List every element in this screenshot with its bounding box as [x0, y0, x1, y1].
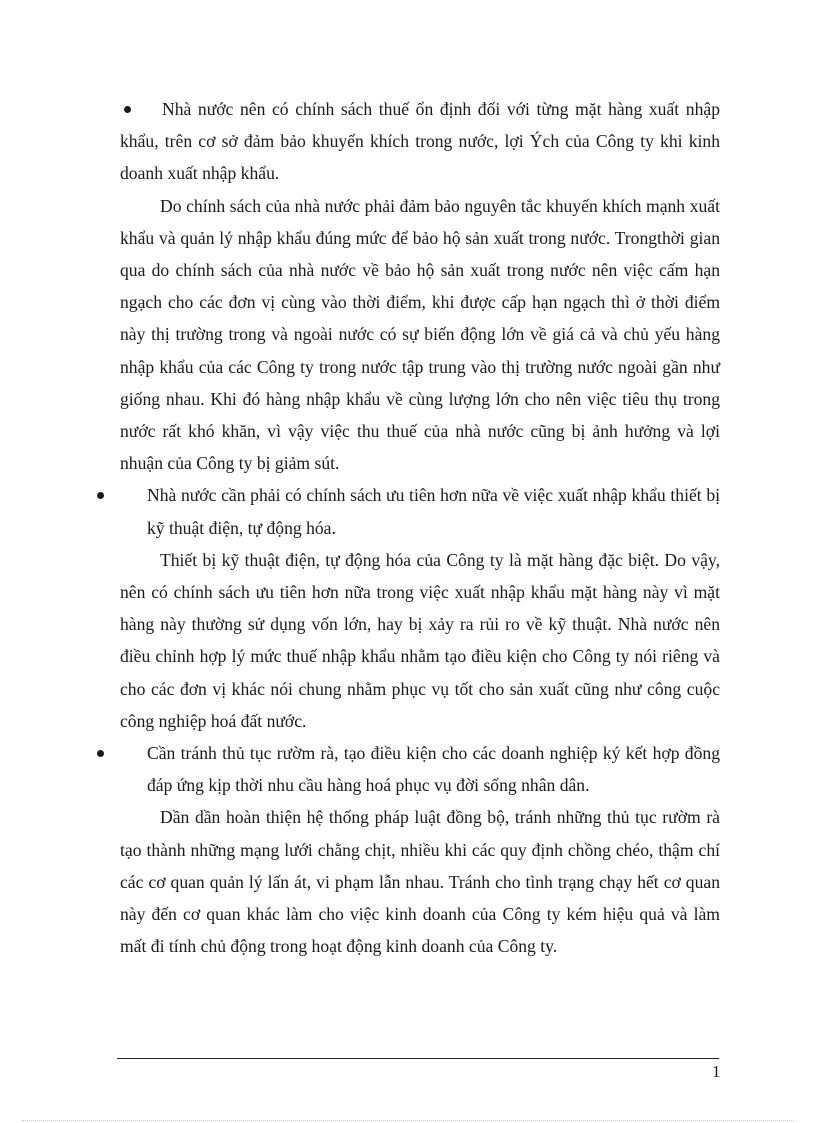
- body-paragraph: Thiết bị kỹ thuật điện, tự động hóa của Công ty là mặt hàng đặc biệt. Do vậy, nên có chính sách ưu tiên hơn nữa trong việc xuất nhập khẩu mặt hàng này vì mặt hàng này thường sử dụng vốn lớn, hay bị xảy ra rủi ro về kỹ thuật. Nhà nước nên điều chỉnh hợp lý mức thuế nhập khẩu nhằm tạo điều kiện cho Công ty nói riêng và cho các đơn vị khác nói chung nhằm phục vụ tốt cho sản xuất cũng như công cuộc công nghiệp hoá đất nước.: [120, 549, 720, 731]
- bullet-dot-icon: [97, 750, 104, 757]
- bullet-dot-icon: [97, 492, 104, 499]
- bullet-text: Nhà nước cần phải có chính sách ưu tiên hơn nữa về việc xuất nhập khẩu thiết bị kỹ thuật điện, tự động hóa.: [147, 485, 720, 538]
- body-paragraph: Dần dần hoàn thiện hệ thống pháp luật đồng bộ, tránh những thủ tục rườm rà tạo thành những mạng lưới chằng chịt, nhiều khi các quy định chồng chéo, thậm chí các cơ quan quản lý lấn át, vi phạm lẫn nhau. Tránh cho tình trạng chạy hết cơ quan này đến cơ quan khác làm cho việc kinh doanh của Công ty kém hiệu quả và làm mất đi tính chủ động trong hoạt động kinh doanh của Công ty.: [120, 807, 720, 957]
- bullet-item: [120, 737, 720, 801]
- bullet-text: Cần tránh thủ tục rườm rà, tạo điều kiện cho các doanh nghiệp ký kết hợp đồng đáp ứng kịp thời nhu cầu hàng hoá phục vụ đời sống nhân dân.: [147, 743, 720, 796]
- document-body: [120, 93, 720, 962]
- page-number: 1: [712, 1062, 721, 1081]
- bullet-item: [120, 93, 720, 190]
- footer-divider: [117, 1058, 719, 1059]
- bullet-dot-icon: [124, 106, 131, 113]
- body-paragraph: Do chính sách của nhà nước phải đảm bảo nguyên tắc khuyến khích mạnh xuất khẩu và quản lý nhập khẩu đúng mức để bảo hộ sản xuất trong nước. Trongthời gian qua do chính sách của nhà nước về bảo hộ sản xuất trong nước nên việc cấm hạn ngạch cho các đơn vị cùng vào thời điểm, khi được cấp hạn ngạch thì ở thời điểm này thị trường trong và ngoài nước có sự biến động lớn về giá cả và chủ yếu hàng nhập khẩu của các Công ty trong nước tập trung vào thị trường nước ngoài gần như giống nhau. Khi đó hàng nhập khẩu về cùng lượng lớn cho nên việc tiêu thụ trong nước rất khó khăn, vì vậy việc thu thuế của nhà nước cũng bị ảnh hưởng và lợi nhuận của Công ty bị giảm sút.: [120, 195, 720, 474]
- bullet-text: Nhà nước nên có chính sách thuế ổn định đối với từng mặt hàng xuất nhập khẩu, trên cơ sở đảm bảo khuyến khích trong nước, lợi Ých của Công ty khi kinh doanh xuất nhập khẩu.: [120, 99, 720, 184]
- page-edge-divider: [22, 1120, 794, 1121]
- bullet-item: [120, 479, 720, 543]
